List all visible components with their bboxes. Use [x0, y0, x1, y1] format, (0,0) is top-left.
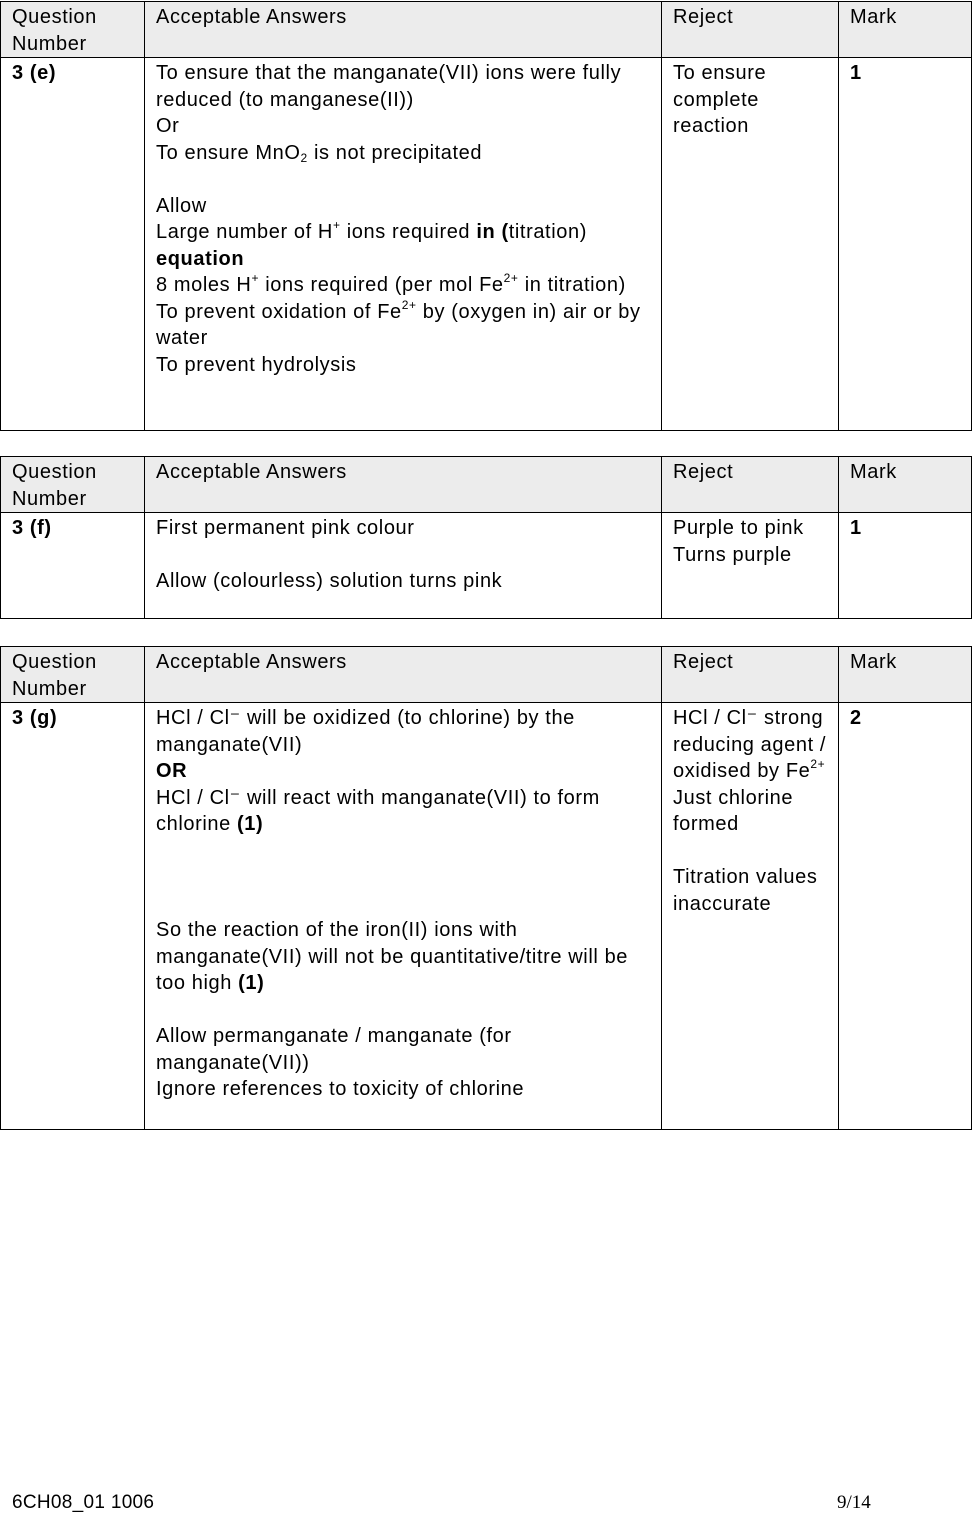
- reject-line: Turns purple: [673, 543, 792, 566]
- table-row: [1, 513, 972, 619]
- header-acceptable-answers: Acceptable Answers: [145, 2, 662, 58]
- question-number: 3 (f): [1, 513, 145, 619]
- reject-cell: [662, 513, 839, 619]
- answer-line: First permanent pink colour: [156, 517, 415, 539]
- mark-value: 2: [839, 703, 972, 1130]
- table-header-row: [1, 2, 972, 58]
- answer-line: To prevent oxidation of $Fe^{2+}$ by (oxygen in) air or by water: [156, 297, 641, 349]
- answer-line: To ensure that the manganate(VII) ions were fully reduced (to manganese(II)): [156, 62, 622, 111]
- table-row: [1, 703, 972, 1130]
- header-question-number: Question Number: [1, 457, 145, 513]
- header-mark: Mark: [839, 647, 972, 703]
- reject-line: Titration values inaccurate: [673, 866, 818, 915]
- answer-line: So the reaction of the iron(II) ions with manganate(VII) will not be quantitative/titre will be too high (1): [156, 919, 629, 994]
- mark-value: 1: [839, 58, 972, 431]
- reject-line: HCl / Cl⁻ strong reducing agent / oxidised by $Fe^{2+}$: [673, 707, 827, 782]
- table-row: [1, 58, 972, 431]
- or-label: OR: [156, 760, 188, 782]
- header-mark: Mark: [839, 2, 972, 58]
- mark-point: (1): [238, 972, 265, 994]
- question-number: 3 (g): [1, 703, 145, 1130]
- header-acceptable-answers: Acceptable Answers: [145, 647, 662, 703]
- answer-line: 8 moles H+ ions required (per mol $Fe^{2+}$ in titration): [156, 271, 626, 296]
- table-header-row: [1, 457, 972, 513]
- header-acceptable-answers: Acceptable Answers: [145, 457, 662, 513]
- header-question-number: Question Number: [1, 647, 145, 703]
- answer-line: HCl / Cl⁻ will react with manganate(VII) to form chlorine (1): [156, 786, 600, 835]
- answer-line: Allow permanganate / manganate (for manganate(VII)): [156, 1025, 512, 1074]
- header-reject: Reject: [662, 2, 839, 58]
- reject-cell: [662, 703, 839, 1130]
- header-question-number: Question Number: [1, 2, 145, 58]
- footer-paper-code: 6CH08_01 1006: [12, 1492, 155, 1513]
- answer-line: To ensure MnO$_2$ is not precipitated: [156, 141, 483, 165]
- header-reject: Reject: [662, 457, 839, 513]
- header-mark: Mark: [839, 457, 972, 513]
- answer-line: HCl / Cl⁻ will be oxidized (to chlorine) by the manganate(VII): [156, 707, 575, 756]
- footer-page-number: 9/14: [837, 1492, 871, 1513]
- acceptable-answers-cell: [145, 513, 662, 619]
- answer-line: To prevent hydrolysis: [156, 353, 357, 376]
- reject-line: Purple to pink: [673, 517, 804, 539]
- acceptable-answers-cell: [145, 58, 662, 431]
- mark-point: (1): [237, 813, 264, 835]
- answer-line: Ignore references to toxicity of chlorine: [156, 1078, 525, 1100]
- mark-scheme-table-3f: [0, 456, 972, 619]
- question-number: 3 (e): [1, 58, 145, 431]
- mark-value: 1: [839, 513, 972, 619]
- table-header-row: [1, 647, 972, 703]
- reject-line: Just chlorine formed: [673, 786, 794, 835]
- answer-line: Or: [156, 115, 180, 137]
- acceptable-answers-cell: [145, 703, 662, 1130]
- reject-cell: To ensure complete reaction: [662, 58, 839, 431]
- allow-label: Allow: [156, 194, 207, 217]
- answer-line: Allow (colourless) solution turns pink: [156, 570, 503, 592]
- answer-line: Large number of H+ ions required in (titration) equation: [156, 218, 587, 270]
- header-reject: Reject: [662, 647, 839, 703]
- mark-scheme-table-3g: [0, 646, 972, 1130]
- mark-scheme-table-3e: [0, 1, 972, 431]
